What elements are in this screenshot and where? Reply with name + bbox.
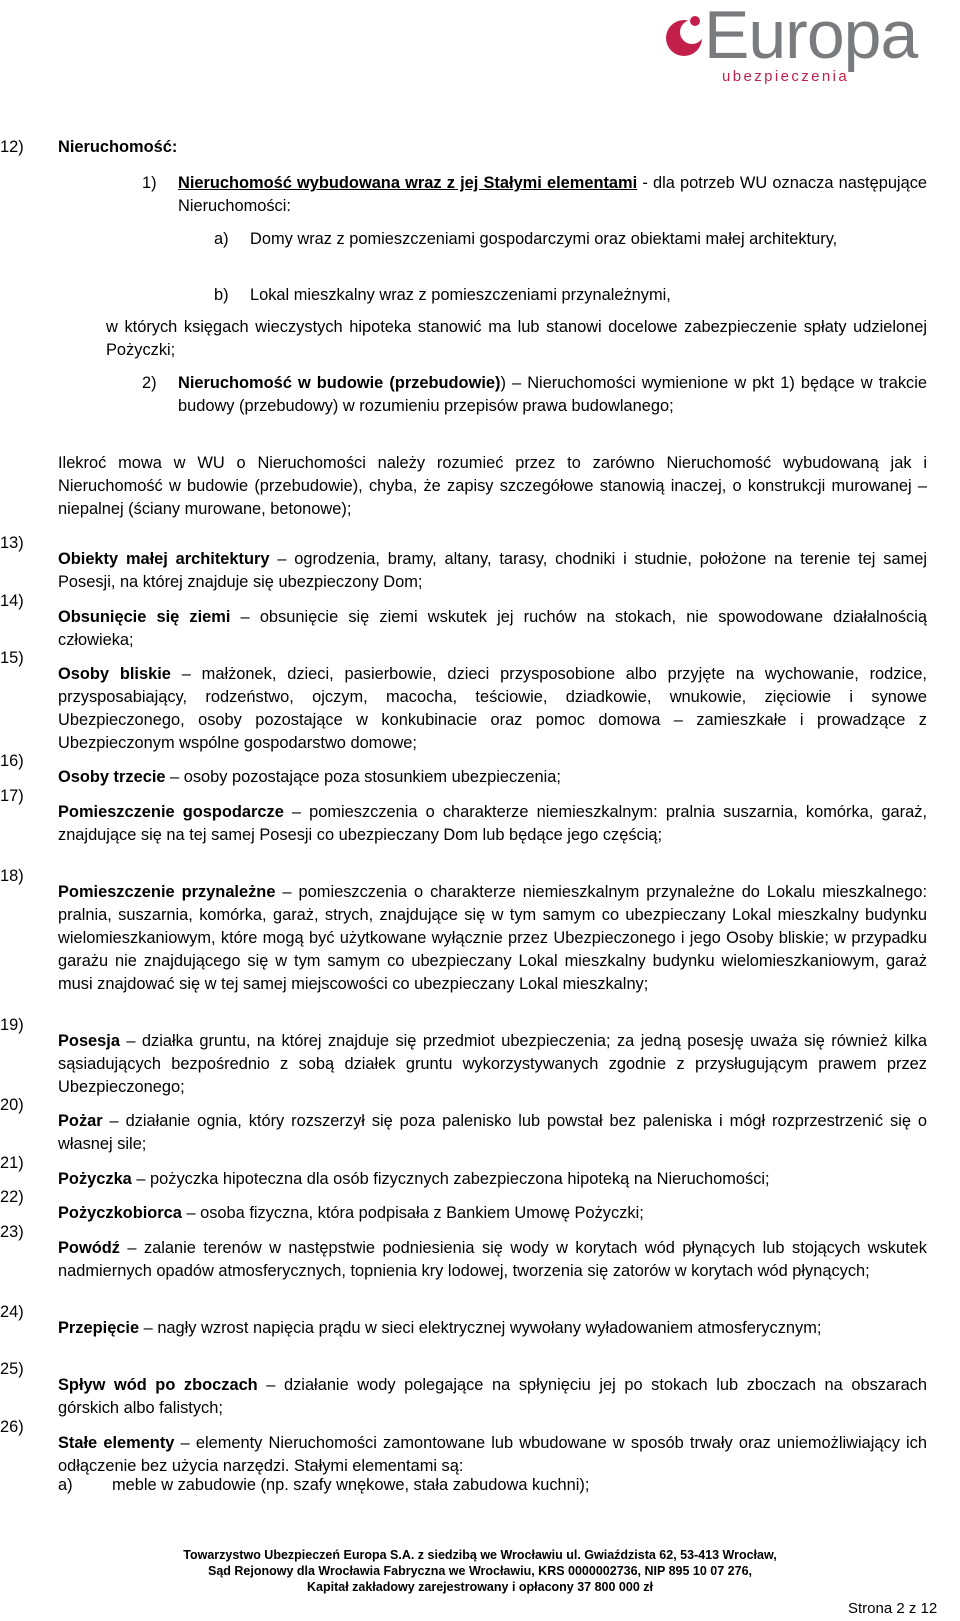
footer-line-1: Towarzystwo Ubezpieczeń Europa S.A. z siedzibą we Wrocławiu ul. Gwiaździsta 62, 53-413 Wrocław, <box>183 1548 777 1562</box>
page-number: Strona 2 z 12 <box>848 1600 938 1617</box>
item-number: 21) <box>0 1154 24 1172</box>
item-term: Pożyczka <box>58 1170 132 1189</box>
item-number: 23) <box>0 1223 24 1241</box>
letter-number: a) <box>214 230 229 248</box>
item-text: – pożyczka hipoteczna dla osób fizycznych zabezpieczona hipoteką na Nieruchomości; <box>131 1170 770 1189</box>
logo-wordmark: Europa <box>704 0 918 73</box>
item-number: 20) <box>0 1096 24 1114</box>
definition-12-1-after <box>106 316 927 362</box>
item-text: – osoba fizyczna, która podpisała z Bankiem Umowę Pożyczki; <box>181 1204 644 1223</box>
sub-number: 2) <box>142 374 157 392</box>
item-number: 12) <box>0 138 24 156</box>
logo-subtitle: ubezpieczenia <box>722 68 850 85</box>
item-term: Posesja <box>58 1032 120 1051</box>
item-text: – elementy Nieruchomości zamontowane lub wbudowane w sposób trwały oraz uniemożliwiający ich odłączenie bez użycia narzędzi. Stałymi elementami są: <box>58 1434 927 1476</box>
item-number: 17) <box>0 787 24 805</box>
sub-term: Nieruchomość w budowie (przebudowie) <box>178 374 501 392</box>
item-term: Spływ wód po zboczach <box>58 1376 258 1395</box>
item-text: – działka gruntu, na której znajduje się przedmiot ubezpieczenia; za jedną posesję uważa się również kilka sąsiadujących bezpośrednio z sobą działek gruntu wykorzystywanych zgodnie z przysługującym prawem przez Ubezpieczonego; <box>58 1032 927 1097</box>
item-term: Pomieszczenie przynależne <box>58 883 276 902</box>
item-number: 15) <box>0 649 24 667</box>
item-term: Obiekty małej architektury <box>58 550 270 569</box>
closing-text: Ilekroć mowa w WU o Nieruchomości należy rozumieć przez to zarówno Nieruchomość wybudowaną jak i Nieruchomość w budowie (przebudowie), chyba, że zapisy szczegółowe stanowią inaczej, o konstrukcji murowanej – niepalnej (ściany murowane, betonowe); <box>58 454 927 518</box>
item-number: 26) <box>0 1418 24 1436</box>
item-text: – pomieszczenia o charakterze niemieszkalnym przynależne do Lokalu mieszkalnego: pralnia, suszarnia, komórka, garaż, strych, znajdujące się w tym samym co ubezpieczany Lokal mieszkalny budynku wielomieszkaniowym, które mogą być użytkowane wyłącznie przez Ubezpieczonego i jego Osoby bliskie; w przypadku garażu nie znajdującego się w tym samym co ubezpieczany Lokal mieszkalny budynku wielomieszkaniowym, garaż musi znajdować się w tej samej miejscowości co ubezpieczany Lokal mieszkalny; <box>58 883 927 994</box>
footer-line-3: Kapitał zakładowy zarejestrowany i opłacony 37 800 000 zł <box>307 1580 653 1594</box>
sub-text: ) – Nieruchomości wymienione w pkt 1) będące w trakcie budowy (przebudowy) w rozumieniu przepisów prawa budowlanego; <box>178 374 927 415</box>
item-number: 24) <box>0 1303 24 1321</box>
item-text: – działanie ognia, który rozszerzył się poza palenisko lub powstał bez paleniska i mógł rozprzestrzenić się o własnej sile; <box>58 1112 927 1154</box>
item-number: 19) <box>0 1016 24 1034</box>
page-footer <box>0 1547 960 1595</box>
item-text: – obsunięcie się ziemi wskutek jej ruchów na stokach, nie spowodowane działalnością człowieka; <box>58 608 927 650</box>
sub-text: w których księgach wieczystych hipoteka stanowić ma lub stanowi docelowe zabezpieczenie spłaty udzielonej Pożyczki; <box>106 318 927 359</box>
item-term: Nieruchomość: <box>58 138 178 156</box>
item-term: Pożyczkobiorca <box>58 1204 182 1223</box>
item-term: Pomieszczenie gospodarcze <box>58 803 284 822</box>
item-text: – małżonek, dzieci, pasierbowie, dzieci przysposobione albo przyjęte na wychowanie, rodzice, przysposabiający, rodzeństwo, ojczym, macocha, teściowie, dziadkowie, wnukowie, zięciowie i synowe Ubezpieczonego, osoby pozostające w konkubinacie oraz pomoc domowa – zamieszkałe i prowadzące z Ubezpieczonym wspólne gospodarstwo domowe; <box>58 665 927 753</box>
item-term: Osoby trzecie <box>58 768 166 787</box>
item-term: Obsunięcie się ziemi <box>58 608 231 627</box>
letter-number: b) <box>214 286 229 304</box>
item-term: Pożar <box>58 1112 103 1131</box>
item-number: 22) <box>0 1188 24 1206</box>
item-text: – nagły wzrost napięcia prądu w sieci elektrycznej wywołany wyładowaniem atmosferycznym; <box>139 1319 822 1338</box>
letter-text: Domy wraz z pomieszczeniami gospodarczymi oraz obiektami małej architektury, <box>250 230 838 248</box>
europa-logo <box>656 0 946 90</box>
item-number: 14) <box>0 592 24 610</box>
letter-number: a) <box>58 1476 73 1494</box>
sub-number: 1) <box>142 174 157 192</box>
item-text: – działanie wody polegające na spłynięciu jej po stokach lub zboczach na obszarach górskich albo falistych; <box>58 1376 927 1418</box>
sub-term: Nieruchomość wybudowana wraz z jej Stałymi elementami <box>178 174 638 192</box>
item-number: 16) <box>0 752 24 770</box>
item-text: – osoby pozostające poza stosunkiem ubezpieczenia; <box>165 768 561 787</box>
sub-text: - dla potrzeb WU oznacza następujące Nieruchomości: <box>178 174 928 215</box>
item-term: Przepięcie <box>58 1319 140 1338</box>
item-number: 18) <box>0 867 24 885</box>
item-text: – zalanie terenów w następstwie podniesienia się wody w korytach wód płynących lub stojących wskutek nadmiernych opadów atmosferycznych, topnienia kry lodowej, tworzenia się zatorów w korytach wód płynących; <box>58 1239 927 1281</box>
item-text: – ogrodzenia, bramy, altany, tarasy, chodniki i studnie, położone na terenie tej samej Posesji, na której znajduje się ubezpieczony Dom; <box>58 550 927 592</box>
item-term: Stałe elementy <box>58 1434 175 1453</box>
item-term: Osoby bliskie <box>58 665 171 684</box>
item-text: – pomieszczenia o charakterze niemieszkalnym: pralnia suszarnia, komórka, garaż, znajdujące się na tej samej Posesji co ubezpieczany Dom lub będące jego częścią; <box>58 803 927 845</box>
item-number: 13) <box>0 534 24 552</box>
definition-12-closing <box>58 452 927 521</box>
letter-text: meble w zabudowie (np. szafy wnękowe, stała zabudowa kuchni); <box>112 1476 590 1494</box>
letter-text: Lokal mieszkalny wraz z pomieszczeniami przynależnymi, <box>250 286 671 304</box>
footer-line-2: Sąd Rejonowy dla Wrocławia Fabryczna we Wrocławiu, KRS 0000002736, NIP 895 10 07 276, <box>207 1564 752 1578</box>
item-term: Powódź <box>58 1239 120 1258</box>
item-number: 25) <box>0 1360 24 1378</box>
